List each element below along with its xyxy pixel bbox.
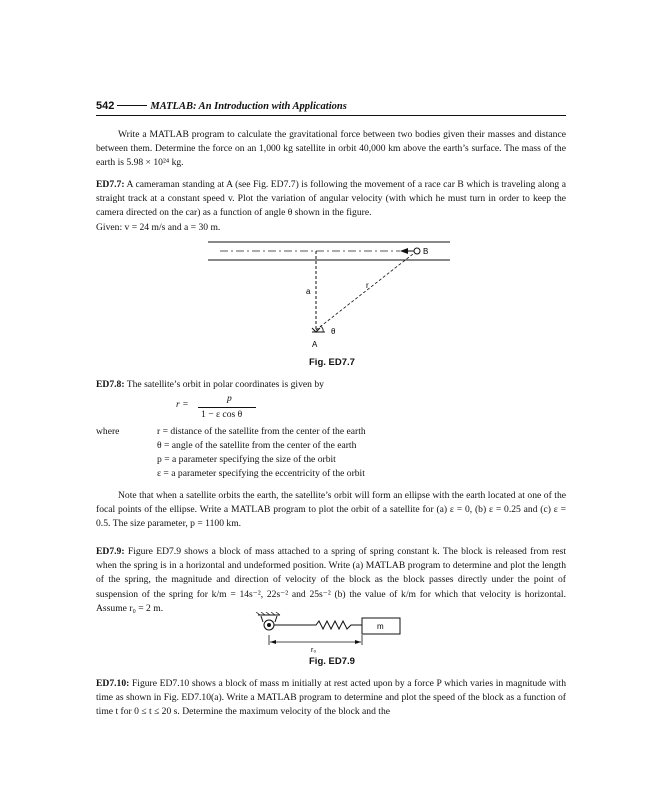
problem-text: A cameraman standing at A (see Fig. ED7.7) is following the movement of a race car B which is traveling along a straight track at a constant speed v. Plot the variation of angular velocity (with which he must turn in order to keep the camera directed on the car) as a function of angle θ shown in the figure. xyxy=(96,179,566,219)
car-b-marker xyxy=(414,248,420,254)
problem-ed7-7 xyxy=(96,178,566,221)
label-m: m xyxy=(377,622,384,631)
label-r0: r₀ xyxy=(311,647,317,654)
problem-text: Figure ED7.10 shows a block of mass m initially at rest acted upon by a force P which varies in magnitude with time as shown in Fig. ED7.10(a). Write a MATLAB program to determine and plot the speed of the block as a function of time t for 0 ≤ t ≤ 20 s. Determine the maximum velocity of the block and the xyxy=(96,678,566,718)
label-b: B xyxy=(423,247,429,256)
formula-denominator: 1 − ε cos θ xyxy=(201,409,243,420)
problem-ed7-8 xyxy=(96,378,566,392)
problem-text: The satellite’s orbit in polar coordinates is given by xyxy=(126,379,324,390)
definition-p: p = a parameter specifying the size of the orbit xyxy=(157,454,336,465)
figure-ed7-7 xyxy=(200,240,460,355)
book-title: MATLAB: An Introduction with Applications xyxy=(150,101,347,112)
label-a: a xyxy=(306,287,311,296)
intro-paragraph: Write a MATLAB program to calculate the gravitational force between two bodies given their masses and distance between them. Determine the force on an 1,000 kg satellite in orbit 40,000 km above the earth’s surface. The mass of the earth is 5.98 × 10²⁴ kg. xyxy=(96,129,566,169)
definition-epsilon: ε = a parameter specifying the eccentricity of the orbit xyxy=(157,468,365,479)
figure-caption-ed7-9: Fig. ED7.9 xyxy=(309,656,355,667)
figure-caption-ed7-7: Fig. ED7.7 xyxy=(309,357,355,368)
ed7-8-note: Note that when a satellite orbits the earth, the satellite’s orbit will form an ellipse with the earth located at one of the focal points of the ellipse. Write a MATLAB program to plot the orbit of a satellite for (a) ε = 0, (b) ε = 0.25 and (c) ε = 0.5. The size parameter, p = 1100 km. xyxy=(96,490,566,530)
label-theta: θ xyxy=(331,327,336,336)
car-arrow xyxy=(400,248,408,254)
label-a-point: A xyxy=(312,340,318,349)
header-rule xyxy=(117,105,147,106)
formula-lhs: r = xyxy=(176,399,189,410)
problem-ed7-7-given: Given: v = 24 m/s and a = 30 m. xyxy=(96,222,221,233)
definition-theta: θ = angle of the satellite from the center of the earth xyxy=(157,440,357,451)
where-label: where xyxy=(96,426,120,437)
pivot-dot xyxy=(267,623,271,627)
problem-label: ED7.7: xyxy=(96,179,125,190)
formula-numerator: p xyxy=(227,393,232,404)
problem-ed7-10 xyxy=(96,677,566,720)
label-r: r xyxy=(366,281,369,290)
figure-ed7-9 xyxy=(250,612,410,654)
distance-r-line xyxy=(316,254,413,330)
problem-text: Figure ED7.9 shows a block of mass attached to a spring of spring constant k. The block is released from rest when the spring is in a horizontal and undeformed position. Write (a) MATLAB program to determine and plot the length of the spring, the magnitude and direction of velocity of the block as the block passes directly under the point of suspension of the spring for k/m = 14s⁻², 22s⁻² and 25s⁻² (b) the value of k/m for which that velocity is horizontal. Assume r₀ = 2 m. xyxy=(96,546,566,614)
header-underline xyxy=(96,115,566,116)
problem-label: ED7.10: xyxy=(96,678,130,689)
formula-bar xyxy=(198,407,256,408)
spring xyxy=(274,621,362,629)
problem-ed7-9 xyxy=(96,545,566,616)
page-number: 542 xyxy=(96,100,115,112)
problem-label: ED7.9: xyxy=(96,546,125,557)
definition-r: r = distance of the satellite from the center of the earth xyxy=(157,426,366,437)
problem-label: ED7.8: xyxy=(96,379,125,390)
page-header xyxy=(96,100,566,112)
